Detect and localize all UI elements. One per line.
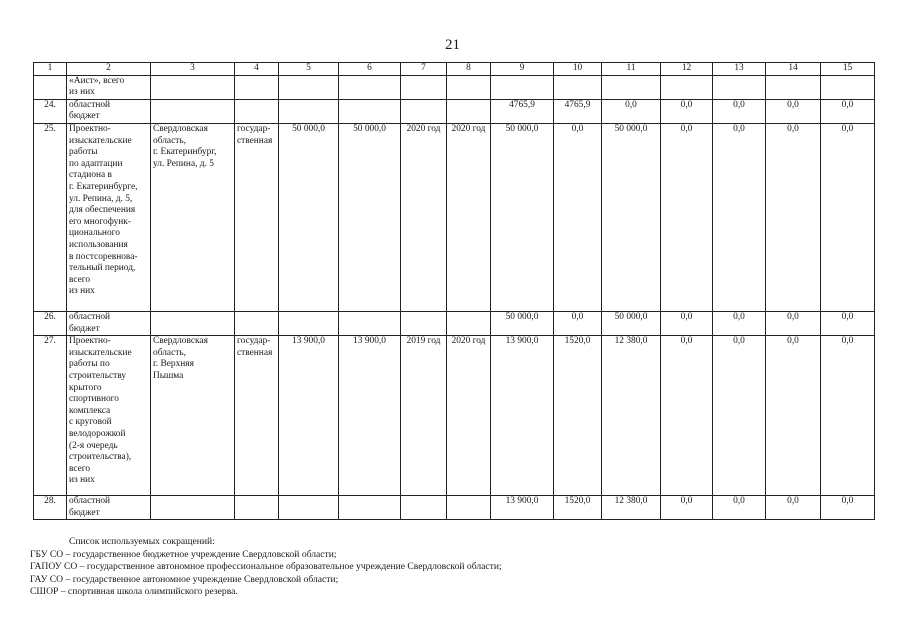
- row-number: 24.: [34, 99, 67, 123]
- column-header: 5: [279, 63, 339, 76]
- value-cell: 0,0: [554, 311, 602, 335]
- abbreviation-line: СШОР – спортивная школа олимпийского резерва.: [30, 586, 238, 598]
- value-cell: 12 380,0: [602, 336, 661, 496]
- ownership-form: [235, 99, 279, 123]
- table-row: [34, 496, 875, 520]
- row-number: [34, 75, 67, 99]
- value-cell: 0,0: [554, 123, 602, 311]
- end-year: [447, 99, 491, 123]
- end-year: 2020 год: [447, 123, 491, 311]
- value-cell: 0,0: [821, 496, 875, 520]
- value-cell: 4765,9: [491, 99, 554, 123]
- value-cell: [491, 75, 554, 99]
- value-cell: [766, 75, 821, 99]
- column-header: 14: [766, 63, 821, 76]
- start-year: [401, 99, 447, 123]
- value-cell: 0,0: [661, 311, 713, 335]
- value-cell: [339, 75, 401, 99]
- value-cell: 50 000,0: [279, 123, 339, 311]
- table-row: [34, 336, 875, 496]
- item-name: областной бюджет: [67, 99, 151, 123]
- location: [151, 99, 235, 123]
- ownership-form: государ- ственная: [235, 336, 279, 496]
- budget-table: [33, 62, 875, 520]
- value-cell: 0,0: [821, 123, 875, 311]
- value-cell: [602, 75, 661, 99]
- start-year: 2019 год: [401, 336, 447, 496]
- column-header: 2: [67, 63, 151, 76]
- column-header: 6: [339, 63, 401, 76]
- value-cell: 0,0: [713, 336, 766, 496]
- value-cell: 0,0: [766, 336, 821, 496]
- location: [151, 496, 235, 520]
- value-cell: 13 900,0: [491, 496, 554, 520]
- row-number: 26.: [34, 311, 67, 335]
- value-cell: 0,0: [766, 99, 821, 123]
- abbreviations-list: [30, 536, 502, 599]
- value-cell: [661, 75, 713, 99]
- column-header: 1: [34, 63, 67, 76]
- table-row: [34, 75, 875, 99]
- value-cell: 0,0: [713, 99, 766, 123]
- value-cell: 50 000,0: [491, 123, 554, 311]
- value-cell: 50 000,0: [491, 311, 554, 335]
- column-header: 11: [602, 63, 661, 76]
- value-cell: 0,0: [713, 496, 766, 520]
- location: Свердловская область, г. Верхняя Пышма: [151, 336, 235, 496]
- value-cell: [339, 99, 401, 123]
- item-name: областной бюджет: [67, 311, 151, 335]
- location: Свердловская область, г. Екатеринбург, ул. Репина, д. 5: [151, 123, 235, 311]
- value-cell: [279, 311, 339, 335]
- abbreviation-line: ГБУ СО – государственное бюджетное учреждение Свердловской области;: [30, 548, 337, 560]
- value-cell: 0,0: [661, 336, 713, 496]
- value-cell: 0,0: [713, 123, 766, 311]
- location: [151, 75, 235, 99]
- start-year: [401, 311, 447, 335]
- ownership-form: [235, 75, 279, 99]
- value-cell: 50 000,0: [602, 311, 661, 335]
- column-header: 15: [821, 63, 875, 76]
- item-name: Проектно- изыскательские работы по строительству крытого спортивного комплекса с круговой велодорожкой (2-я очередь строительства), всего из них: [67, 336, 151, 496]
- value-cell: 0,0: [821, 99, 875, 123]
- end-year: [447, 75, 491, 99]
- value-cell: 0,0: [766, 496, 821, 520]
- row-number: 27.: [34, 336, 67, 496]
- value-cell: 1520,0: [554, 336, 602, 496]
- value-cell: 0,0: [661, 99, 713, 123]
- end-year: [447, 496, 491, 520]
- value-cell: 4765,9: [554, 99, 602, 123]
- table-row: [34, 311, 875, 335]
- column-header: 3: [151, 63, 235, 76]
- column-header: 9: [491, 63, 554, 76]
- value-cell: [821, 75, 875, 99]
- column-header: 12: [661, 63, 713, 76]
- abbreviation-line: ГАПОУ СО – государственное автономное профессиональное образовательное учреждение Свердловской области;: [30, 561, 502, 573]
- value-cell: [279, 75, 339, 99]
- column-header: 8: [447, 63, 491, 76]
- end-year: 2020 год: [447, 336, 491, 496]
- start-year: 2020 год: [401, 123, 447, 311]
- value-cell: 12 380,0: [602, 496, 661, 520]
- table-row: [34, 123, 875, 311]
- value-cell: 0,0: [821, 311, 875, 335]
- value-cell: 50 000,0: [339, 123, 401, 311]
- column-header: 10: [554, 63, 602, 76]
- table-header-row: [34, 63, 875, 76]
- start-year: [401, 496, 447, 520]
- value-cell: 0,0: [602, 99, 661, 123]
- ownership-form: [235, 496, 279, 520]
- row-number: 25.: [34, 123, 67, 311]
- end-year: [447, 311, 491, 335]
- value-cell: 1520,0: [554, 496, 602, 520]
- row-number: 28.: [34, 496, 67, 520]
- value-cell: 0,0: [821, 336, 875, 496]
- value-cell: [339, 311, 401, 335]
- value-cell: 13 900,0: [491, 336, 554, 496]
- value-cell: 0,0: [766, 123, 821, 311]
- value-cell: 13 900,0: [279, 336, 339, 496]
- value-cell: 0,0: [766, 311, 821, 335]
- item-name: Проектно- изыскательские работы по адаптации стадиона в г. Екатеринбурге, ул. Репина, д. 5, для обеспечения его многофунк- ционального использования в постсоревнова- тельный период, всего из них: [67, 123, 151, 311]
- value-cell: [279, 496, 339, 520]
- value-cell: [279, 99, 339, 123]
- ownership-form: государ- ственная: [235, 123, 279, 311]
- value-cell: [339, 496, 401, 520]
- abbreviations-title: Список используемых сокращений:: [69, 536, 215, 547]
- ownership-form: [235, 311, 279, 335]
- abbreviation-line: ГАУ СО – государственное автономное учреждение Свердловской области;: [30, 573, 339, 585]
- start-year: [401, 75, 447, 99]
- value-cell: 0,0: [713, 311, 766, 335]
- value-cell: [713, 75, 766, 99]
- column-header: 4: [235, 63, 279, 76]
- column-header: 13: [713, 63, 766, 76]
- column-header: 7: [401, 63, 447, 76]
- page-number: 21: [445, 37, 460, 53]
- item-name: «Аист», всего из них: [67, 75, 151, 99]
- location: [151, 311, 235, 335]
- item-name: областной бюджет: [67, 496, 151, 520]
- table-row: [34, 99, 875, 123]
- value-cell: 0,0: [661, 496, 713, 520]
- value-cell: 50 000,0: [602, 123, 661, 311]
- value-cell: 13 900,0: [339, 336, 401, 496]
- value-cell: [554, 75, 602, 99]
- value-cell: 0,0: [661, 123, 713, 311]
